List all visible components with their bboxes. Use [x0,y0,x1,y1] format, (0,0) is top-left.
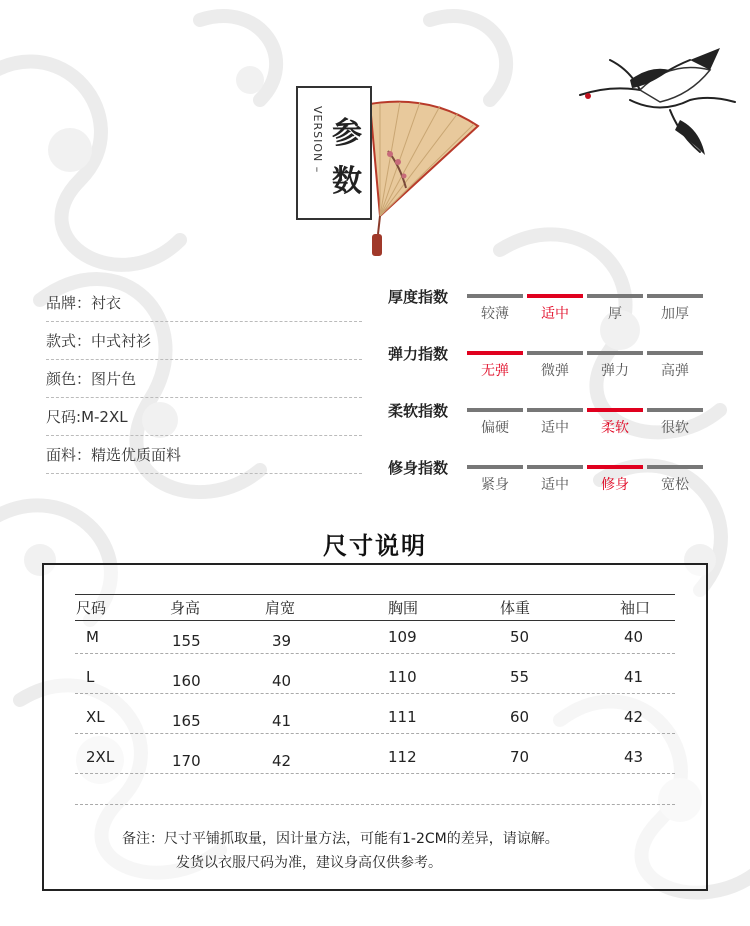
index-option: 适中 [541,420,569,436]
table-row-divider [75,693,675,694]
size-label-cell: XL [86,708,105,726]
info-row-size [46,399,362,436]
index-option: 柔软 [601,420,629,436]
index-option: 无弹 [481,363,509,379]
table-cell: 42 [272,752,292,770]
info-value: 图片色 [91,370,137,388]
table-cell: 41 [624,668,644,686]
table-cell: 160 [172,672,201,690]
size-label-cell: 2XL [86,748,115,766]
column-header-chest: 胸围 [388,599,419,617]
note-line-1: 备注：尺寸平铺抓取量，因计量方法，可能有1-2CM的差异，请谅解。 [122,831,559,847]
info-label: 颜色： [46,370,92,388]
index-level-bar [647,351,703,355]
index-option: 较薄 [481,306,509,322]
title-char-2: 数 [332,164,362,199]
table-cell: 40 [272,672,292,690]
info-row-fabric [46,437,362,474]
version-label: VERSION – [311,106,324,174]
table-cell: 50 [510,628,530,646]
info-value: 衬衣 [91,294,122,312]
table-cell: 42 [624,708,644,726]
table-cell: 112 [388,748,417,766]
crane-ink-illustration [570,40,745,160]
index-option: 偏硬 [481,420,509,436]
index-title: 弹力指数 [388,345,449,363]
table-cell: 111 [388,708,417,726]
index-level-bar [527,408,583,412]
index-level-bar [527,294,583,298]
index-level-bar [467,294,523,298]
index-level-bar [647,465,703,469]
column-header-weight: 体重 [500,599,531,617]
index-level-bar [587,351,643,355]
table-bottom-divider [75,804,675,805]
info-label: 尺码: [46,408,82,426]
info-label: 面料： [46,446,92,464]
info-value: M-2XL [81,408,128,426]
table-cell: 165 [172,712,201,730]
table-cell: 70 [510,748,530,766]
table-cell: 170 [172,752,201,770]
index-option: 宽松 [661,477,689,493]
info-value: 中式衬衫 [91,332,152,350]
table-header-rule [75,620,675,621]
section-title-card [296,86,372,220]
index-level-bar [467,351,523,355]
index-option: 很软 [661,420,689,436]
info-label: 品牌： [46,294,92,312]
index-level-bar [587,465,643,469]
size-section-title: 尺寸说明 [323,532,427,560]
index-option: 加厚 [661,306,689,322]
table-row-divider [75,773,675,774]
index-level-bar [647,294,703,298]
index-level-bar [527,351,583,355]
size-label-cell: L [86,668,95,686]
index-option: 高弹 [661,363,689,379]
table-cell: 40 [624,628,644,646]
info-label: 款式： [46,332,92,350]
info-value: 精选优质面料 [91,446,182,464]
info-row-brand [46,285,362,322]
table-cell: 41 [272,712,292,730]
column-header-cuff: 袖口 [620,599,651,617]
note-line-2: 发货以衣服尺码为准，建议身高仅供参考。 [176,855,442,871]
folding-fan-illustration [360,96,500,266]
table-cell: 110 [388,668,417,686]
column-header-height: 身高 [170,599,201,617]
index-option: 适中 [541,477,569,493]
index-level-bar [467,465,523,469]
index-title: 厚度指数 [388,288,449,306]
info-row-style [46,323,362,360]
table-cell: 55 [510,668,530,686]
index-level-bar [587,294,643,298]
index-option: 厚 [608,306,622,322]
index-option: 修身 [601,477,629,493]
index-option: 适中 [541,306,569,322]
index-level-bar [647,408,703,412]
info-row-color [46,361,362,398]
table-cell: 39 [272,632,292,650]
index-title: 修身指数 [388,459,449,477]
table-row-divider [75,733,675,734]
index-title: 柔软指数 [388,402,449,420]
index-option: 弹力 [601,363,629,379]
table-cell: 109 [388,628,417,646]
table-cell: 155 [172,632,201,650]
index-option: 微弹 [541,363,569,379]
index-level-bar [527,465,583,469]
table-row-divider [75,653,675,654]
index-level-bar [587,408,643,412]
title-char-1: 参 [332,116,362,151]
column-header-shoulder: 肩宽 [265,599,296,617]
index-level-bar [467,408,523,412]
table-cell: 43 [624,748,644,766]
size-label-cell: M [86,628,99,646]
index-option: 紧身 [481,477,509,493]
table-cell: 60 [510,708,530,726]
column-header-size: 尺码 [76,599,107,617]
table-top-rule [75,594,675,595]
